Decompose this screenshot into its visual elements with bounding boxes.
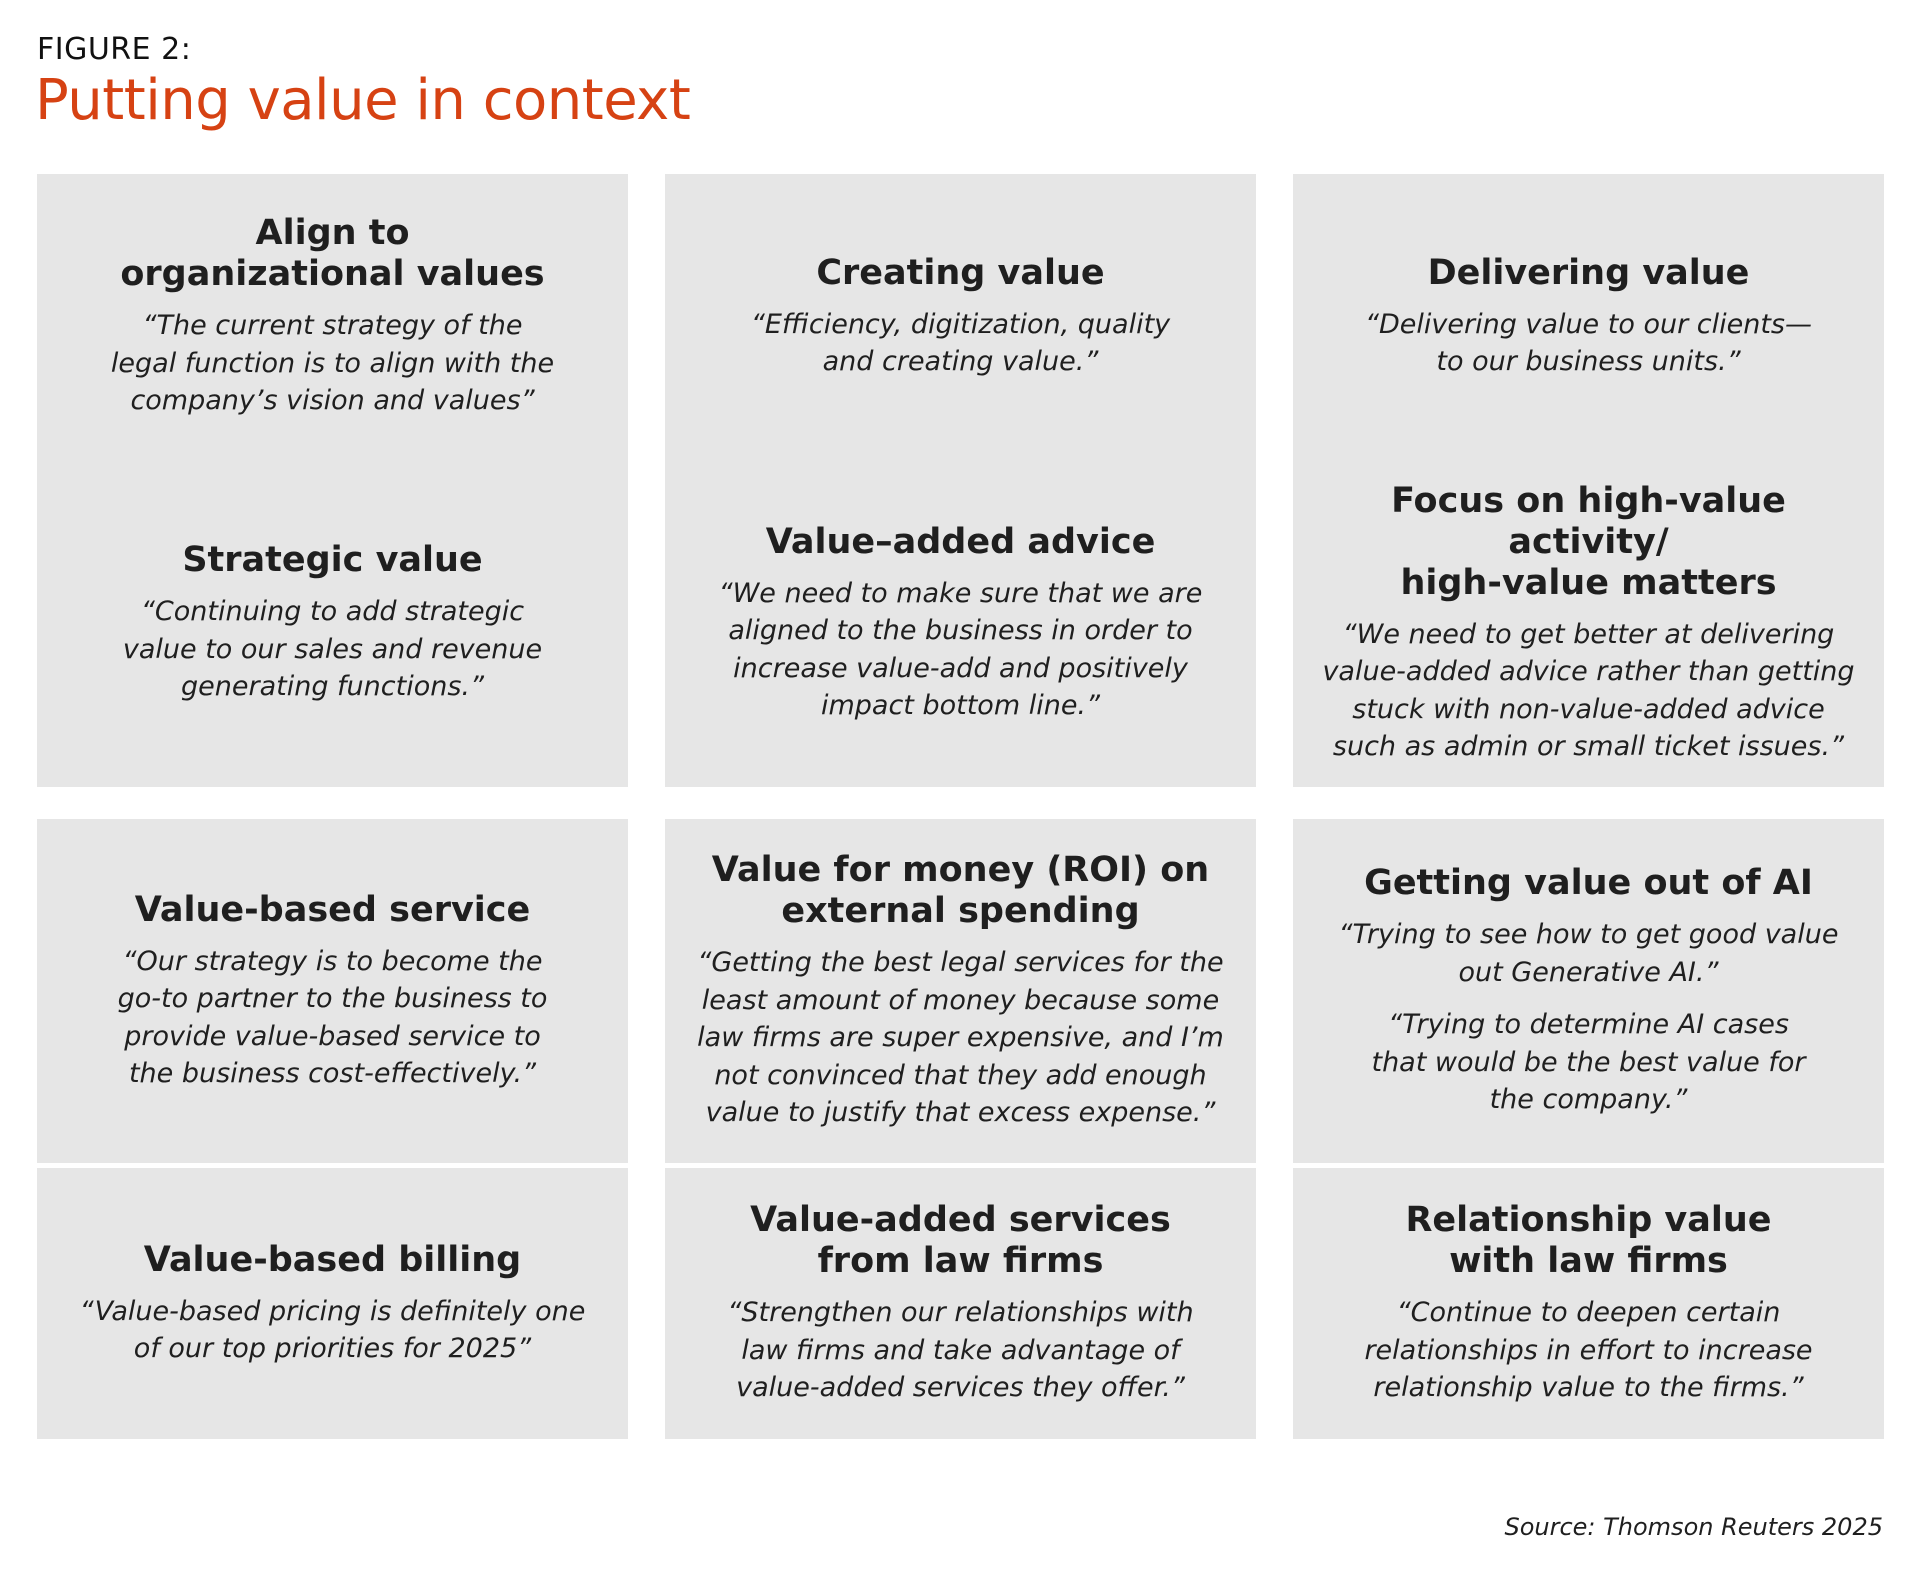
card-title: Align to organizational values: [120, 213, 545, 295]
card-value-for-money: [665, 819, 1256, 1163]
card-relationship-value: [1293, 1168, 1884, 1439]
card-title: Value–added advice: [765, 521, 1156, 562]
card-grid: [37, 174, 1883, 1402]
card-title: Getting value out of AI: [1364, 863, 1813, 904]
card-title: Value-based service: [134, 889, 531, 930]
card-value-added-services: [665, 1168, 1256, 1439]
card-title: Relationship value with law firms: [1405, 1200, 1772, 1282]
card-value-based-service: [37, 819, 628, 1163]
card-title: Delivering value: [1427, 252, 1750, 293]
card-quote: “Efficiency, digitization, quality and creating value.”: [750, 308, 1171, 377]
card-strategic-value: [37, 459, 628, 787]
card-quote: “Getting the best legal services for the least amount of money because some law firms are super expensive, and I’m not convinced that they add enough value to justify that excess expense.”: [697, 947, 1224, 1129]
card-getting-value-out-of-ai: [1293, 819, 1884, 1163]
card-title: Value-added services from law firms: [750, 1200, 1171, 1282]
card-quote: “We need to get better at delivering value-added advice rather than getting stuck with non-value-added advice such as admin or small ticket issues.”: [1322, 618, 1855, 762]
card-title: Strategic value: [182, 540, 483, 581]
figure-label: FIGURE 2:: [37, 32, 192, 67]
card-title: Focus on high-value activity/ high-value matters: [1391, 480, 1786, 603]
card-title: Value for money (ROI) on external spending: [711, 850, 1210, 932]
card-quote: “Delivering value to our clients— to our business units.”: [1365, 308, 1812, 377]
figure-title: Putting value in context: [35, 68, 691, 133]
card-title: Creating value: [816, 252, 1105, 293]
card-quote: “Continuing to add strategic value to our sales and revenue generating functions.”: [122, 596, 543, 703]
card-quote: “Trying to determine AI cases that would be the best value for the company.”: [1371, 1009, 1806, 1116]
card-align-to-organizational-values: [37, 174, 628, 459]
card-quote: “The current strategy of the legal function is to align with the company’s vision and values”: [110, 310, 555, 417]
card-quote: “We need to make sure that we are aligned to the business in order to increase value-add and positively impact bottom line.”: [718, 577, 1203, 721]
source-note: Source: Thomson Reuters 2025: [1504, 1513, 1883, 1541]
card-value-added-advice: [665, 459, 1256, 787]
card-value-based-billing: [37, 1168, 628, 1439]
card-quote: “Our strategy is to become the go-to partner to the business to provide value-based service to the business cost-effectively.”: [117, 945, 548, 1089]
card-quote: “Trying to see how to get good value out Generative AI.”: [1338, 919, 1839, 988]
card-creating-value: [665, 174, 1256, 459]
card-title: Value-based billing: [143, 1239, 522, 1280]
card-delivering-value: [1293, 174, 1884, 459]
card-quote: “Continue to deepen certain relationships in effort to increase relationship value to the firms.”: [1364, 1297, 1813, 1404]
card-quote: “Strengthen our relationships with law firms and take advantage of value-added services they offer.”: [727, 1297, 1194, 1404]
card-quote: “Value-based pricing is definitely one of our top priorities for 2025”: [79, 1295, 586, 1364]
card-focus-on-high-value: [1293, 459, 1884, 787]
